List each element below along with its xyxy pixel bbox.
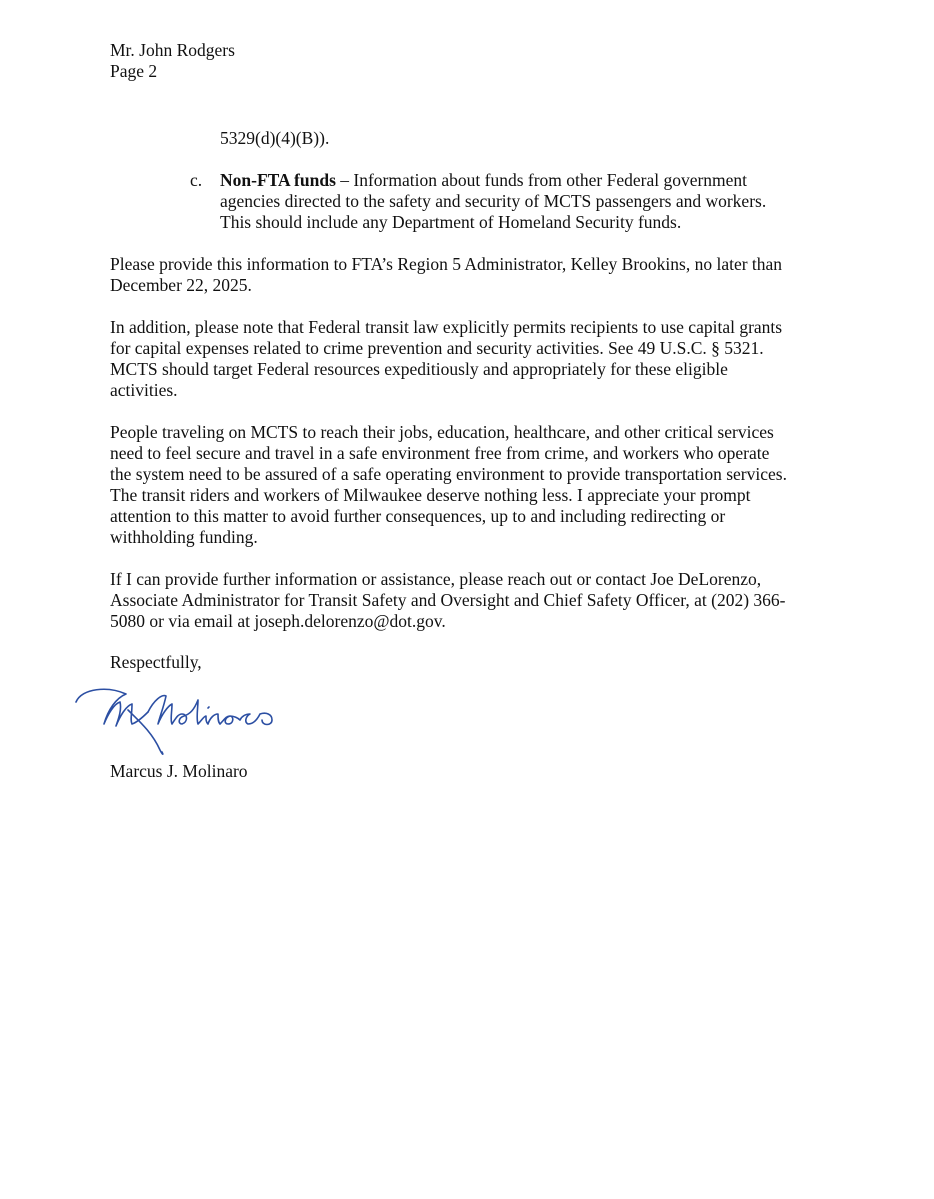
list-item-line: This should include any Department of Homeland Security funds. [220,212,682,232]
paragraph-line: Associate Administrator for Transit Safety and Oversight and Chief Safety Officer, at (202) 366- [110,590,786,610]
paragraph-line: 5080 or via email at joseph.delorenzo@dot.gov. [110,611,446,631]
letter-header [110,40,235,82]
list-item-line: agencies directed to the safety and security of MCTS passengers and workers. [220,191,767,211]
paragraph-line: for capital expenses related to crime prevention and security activities. See 49 U.S.C. § 5321. [110,338,764,358]
list-marker: c. [190,170,203,190]
recipient-name: Mr. John Rodgers [110,40,235,60]
signer-name: Marcus J. Molinaro [110,761,248,781]
list-item-text: Information about funds from other Federal government [353,170,748,190]
paragraph-line: People traveling on MCTS to reach their jobs, education, healthcare, and other critical services [110,422,774,442]
paragraph-line: MCTS should target Federal resources expeditiously and appropriately for these eligible [110,359,728,379]
list-item-line [220,170,830,191]
handwritten-signature [68,680,288,760]
paragraph-line: attention to this matter to avoid further consequences, up to and including redirecting or [110,506,726,526]
list-item-body [220,170,830,233]
paragraph-safety [110,422,830,548]
closing-salutation: Respectfully, [110,652,202,672]
paragraph-line: Please provide this information to FTA’s Region 5 Administrator, Kelley Brookins, no later than [110,254,783,274]
paragraph-line: the system need to be assured of a safe operating environment to provide transportation services. [110,464,787,484]
paragraph-capital-grants [110,317,830,401]
continued-citation: 5329(d)(4)(B)). [220,128,330,148]
paragraph-line: need to feel secure and travel in a safe environment free from crime, and workers who operate [110,443,770,463]
list-item-dash: – [335,170,354,190]
list-item-title: Non-FTA funds [220,170,336,190]
paragraph-line: December 22, 2025. [110,275,252,295]
paragraph-line: The transit riders and workers of Milwaukee deserve nothing less. I appreciate your prompt [110,485,751,505]
paragraph-line: activities. [110,380,178,400]
page-number: Page 2 [110,61,158,81]
paragraph-line: If I can provide further information or assistance, please reach out or contact Joe DeLorenzo, [110,569,762,589]
list-item-c [190,170,830,233]
paragraph-contact [110,569,830,632]
paragraph-line: In addition, please note that Federal transit law explicitly permits recipients to use capital grants [110,317,783,337]
paragraph-deadline [110,254,830,296]
paragraph-line: withholding funding. [110,527,258,547]
